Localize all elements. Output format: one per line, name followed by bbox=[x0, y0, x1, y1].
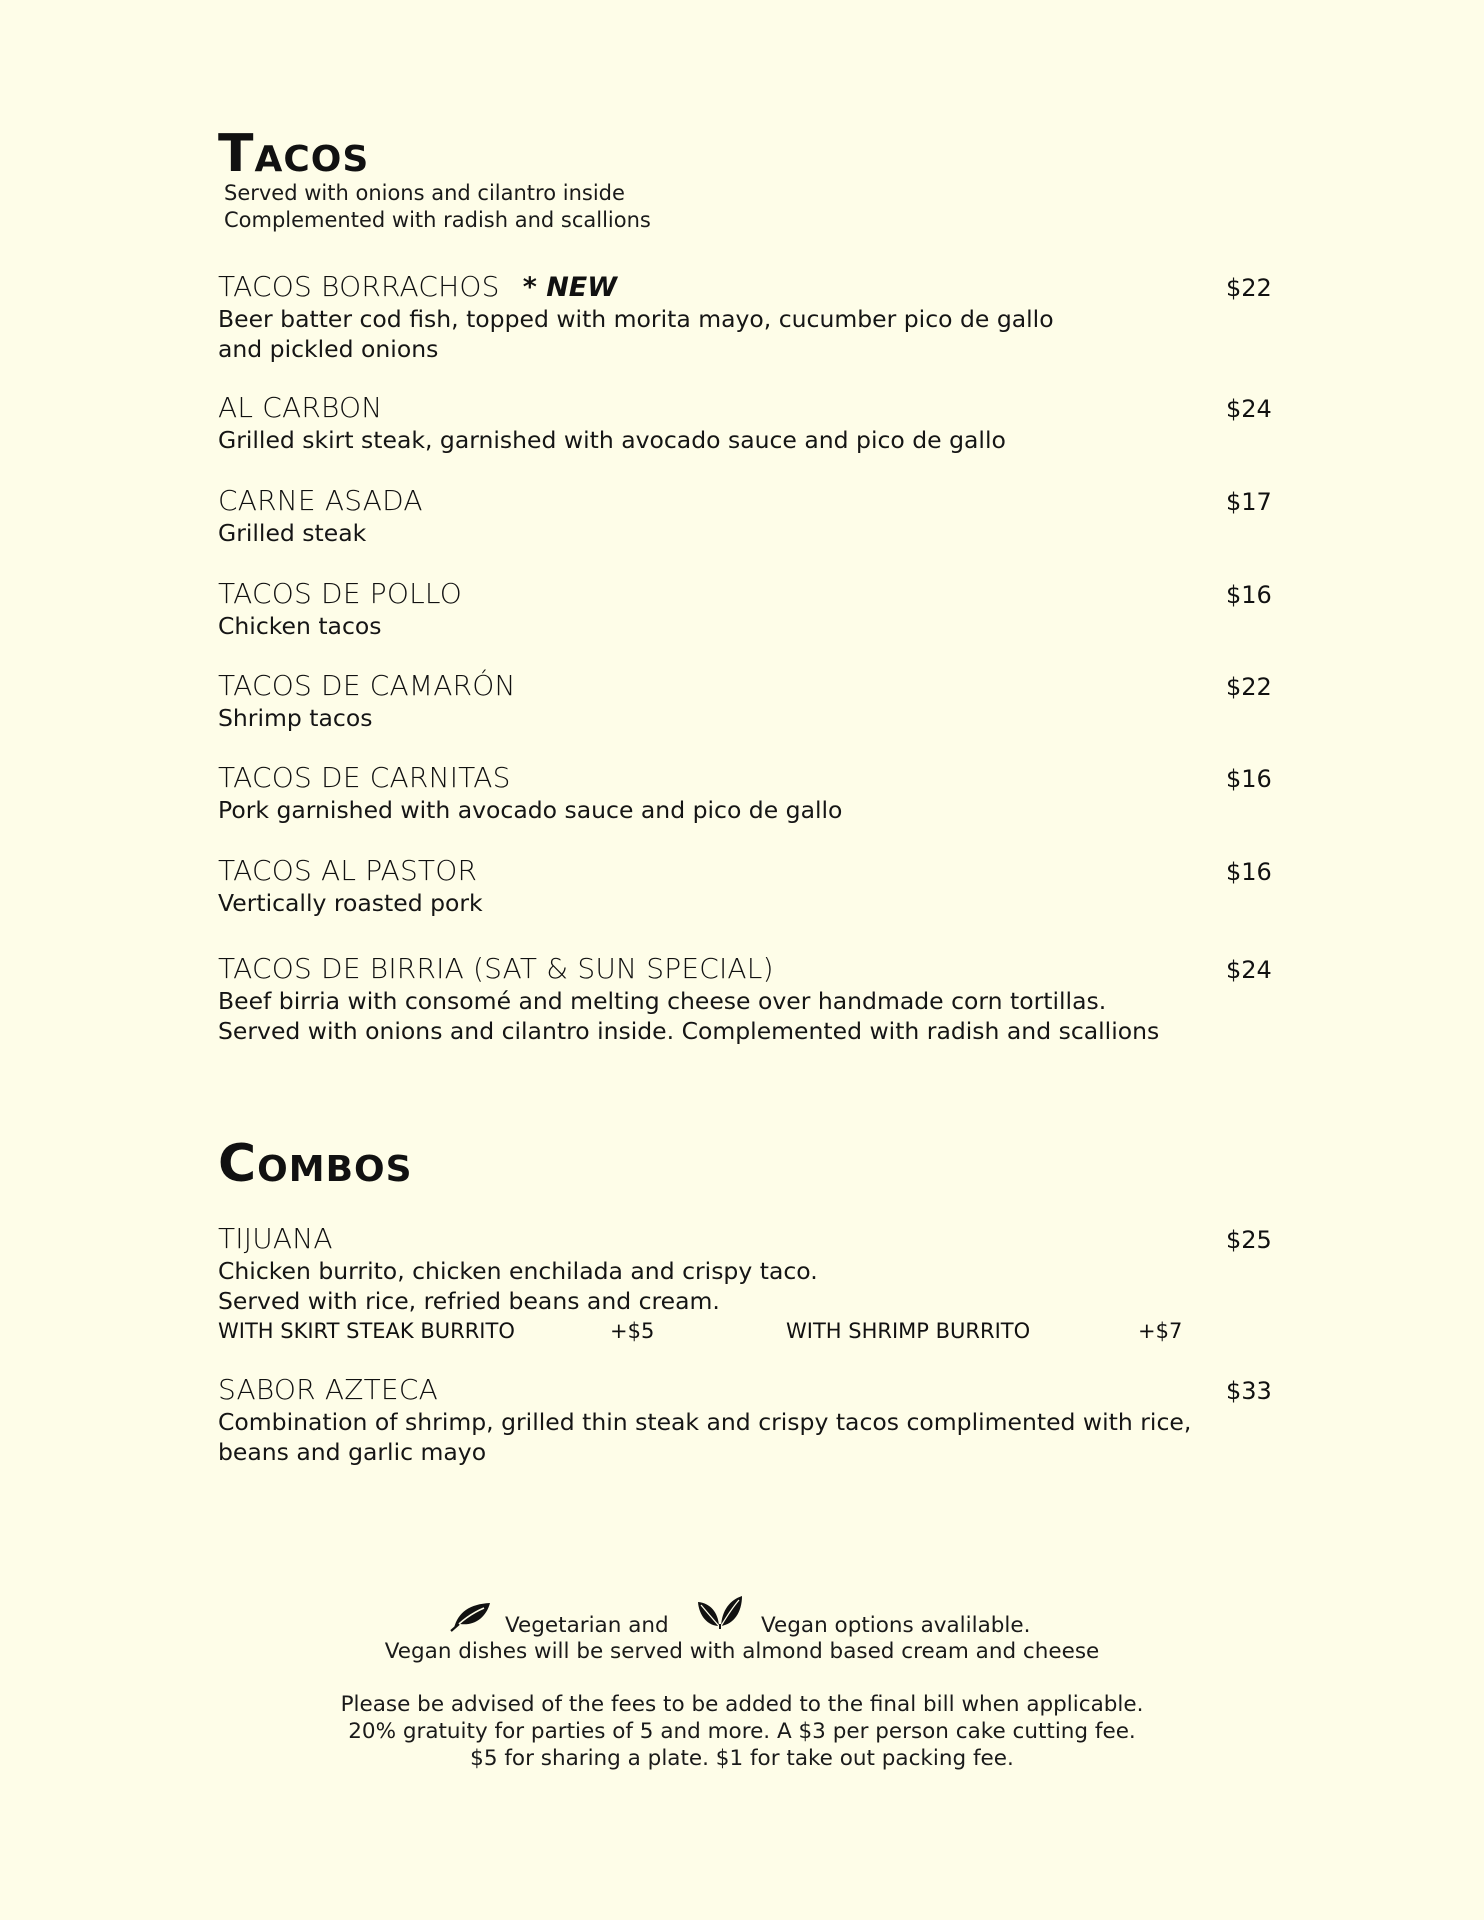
item-name: TIJUANA bbox=[218, 1222, 333, 1255]
item-price: $24 bbox=[1226, 956, 1272, 984]
item-name: SABOR AZTECA bbox=[218, 1373, 438, 1406]
vegetarian-label: Vegetarian and bbox=[505, 1613, 669, 1638]
menu-item-carne-asada bbox=[218, 484, 1272, 548]
item-desc: Beer batter cod fish, topped with morita mayo, cucumber pico de gallo bbox=[218, 305, 1054, 333]
note-line: Served with onions and cilantro inside bbox=[224, 181, 625, 205]
item-desc: Vertically roasted pork bbox=[218, 889, 483, 917]
addon-label: WITH SHRIMP BURRITO bbox=[786, 1319, 1031, 1343]
item-desc: Chicken burrito, chicken enchilada and crispy taco. bbox=[218, 1257, 818, 1285]
menu-item-al-carbon bbox=[218, 391, 1272, 455]
item-price: $25 bbox=[1226, 1226, 1272, 1254]
fee-line: 20% gratuity for parties of 5 and more. A $3 per person cake cutting fee. bbox=[348, 1719, 1136, 1744]
item-name: CARNE ASADA bbox=[218, 484, 423, 517]
item-desc: beans and garlic mayo bbox=[218, 1438, 487, 1466]
menu-item-tacos-borrachos bbox=[218, 270, 1272, 364]
item-name: TACOS AL PASTOR bbox=[218, 854, 478, 887]
item-desc: Shrimp tacos bbox=[218, 704, 373, 732]
section-title-combos: Combos bbox=[218, 1134, 413, 1194]
menu-item-tacos-de-camaron bbox=[218, 669, 1272, 733]
double-leaf-icon bbox=[696, 1594, 744, 1637]
item-desc: Beef birria with consomé and melting cheese over handmade corn tortillas. bbox=[218, 987, 1107, 1015]
addon-label: WITH SKIRT STEAK BURRITO bbox=[218, 1319, 515, 1343]
vegan-label: Vegan options avalilable. bbox=[761, 1613, 1031, 1638]
item-desc: Served with onions and cilantro inside. Complemented with radish and scallions bbox=[218, 1017, 1160, 1045]
tacos-notes bbox=[218, 180, 651, 234]
item-price: $22 bbox=[1226, 274, 1272, 302]
addon-price: +$7 bbox=[1138, 1319, 1183, 1343]
item-price: $22 bbox=[1226, 673, 1272, 701]
addon-price: +$5 bbox=[610, 1319, 655, 1343]
item-desc: Served with rice, refried beans and cream. bbox=[218, 1287, 720, 1315]
fees-notice bbox=[0, 1691, 1484, 1772]
item-name: TACOS DE BIRRIA (SAT & SUN SPECIAL) bbox=[218, 952, 774, 985]
dietary-line bbox=[0, 1598, 1484, 1638]
menu-item-tacos-de-carnitas bbox=[218, 761, 1272, 825]
item-desc: Grilled skirt steak, garnished with avocado sauce and pico de gallo bbox=[218, 426, 1006, 454]
item-desc: Combination of shrimp, grilled thin steak and crispy tacos complimented with rice, bbox=[218, 1408, 1192, 1436]
item-desc: and pickled onions bbox=[218, 335, 439, 363]
menu-item-sabor-azteca bbox=[218, 1373, 1272, 1467]
fee-line: $5 for sharing a plate. $1 for take out packing fee. bbox=[470, 1746, 1014, 1771]
new-badge: * NEW bbox=[522, 272, 618, 303]
item-price: $24 bbox=[1226, 395, 1272, 423]
item-name: TACOS DE POLLO bbox=[218, 577, 462, 610]
menu-item-tacos-de-pollo bbox=[218, 577, 1272, 641]
note-line: Complemented with radish and scallions bbox=[224, 208, 651, 232]
addon-options bbox=[218, 1316, 1268, 1346]
section-title-tacos: Tacos bbox=[218, 124, 370, 184]
item-name: TACOS DE CAMARÓN bbox=[218, 669, 516, 702]
item-price: $16 bbox=[1226, 765, 1272, 793]
single-leaf-icon bbox=[450, 1600, 492, 1639]
fee-line: Please be advised of the fees to be added to the final bill when applicable. bbox=[340, 1692, 1144, 1717]
menu-item-tacos-al-pastor bbox=[218, 854, 1272, 918]
item-price: $17 bbox=[1226, 488, 1272, 516]
item-desc: Pork garnished with avocado sauce and pico de gallo bbox=[218, 796, 843, 824]
item-name: TACOS BORRACHOS bbox=[218, 270, 500, 303]
item-price: $16 bbox=[1226, 581, 1272, 609]
dietary-footer bbox=[0, 1598, 1484, 1772]
vegan-note: Vegan dishes will be served with almond based cream and cheese bbox=[384, 1639, 1100, 1664]
menu-item-tijuana bbox=[218, 1222, 1272, 1346]
item-name: AL CARBON bbox=[218, 391, 383, 424]
item-price: $33 bbox=[1226, 1377, 1272, 1405]
item-desc: Grilled steak bbox=[218, 519, 367, 547]
item-name: TACOS DE CARNITAS bbox=[218, 761, 511, 794]
item-desc: Chicken tacos bbox=[218, 612, 382, 640]
menu-item-tacos-de-birria bbox=[218, 952, 1272, 1046]
item-price: $16 bbox=[1226, 858, 1272, 886]
